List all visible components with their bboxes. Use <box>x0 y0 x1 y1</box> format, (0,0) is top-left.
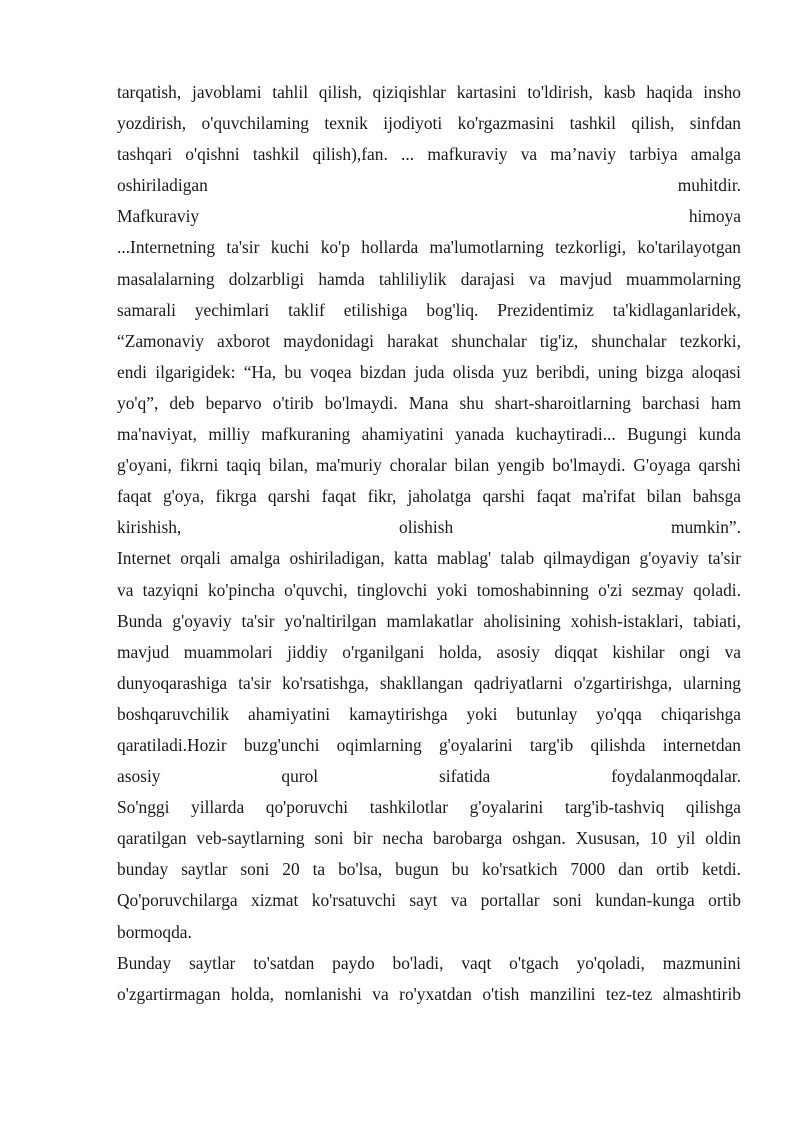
text-line: faqat g'oya, fikrga qarshi faqat fikr, jaholatga qarshi faqat ma'rifat bilan bahsga <box>117 486 741 507</box>
text-line: kirishish, olishish mumkin”. <box>117 517 741 538</box>
text-line: endi ilgarigidek: “Ha, bu voqea bizdan juda olisda yuz beribdi, uning bizga aloqasi <box>117 361 741 382</box>
text-line: bormoqda. <box>117 921 192 942</box>
text-line: g'oyani, fikrni taqiq bilan, ma'muriy choralar bilan yengib bo'lmaydi. G'oyaga qarshi <box>117 455 741 476</box>
section-heading-line: Mafkuraviy himoya <box>117 206 741 227</box>
text-line: ma'naviyat, milliy mafkuraning ahamiyatini yanada kuchaytiradi... Bugungi kunda <box>117 424 741 445</box>
text-line: va tazyiqni ko'pincha o'quvchi, tinglovchi yoki tomoshabinning o'zi sezmay qoladi. <box>117 579 741 600</box>
document-page <box>117 77 741 1010</box>
text-line: o'zgartirmagan holda, nomlanishi va ro'yxatdan o'tish manzilini tez-tez almashtirib <box>117 983 741 1004</box>
text-line: qaratilgan veb-saytlarning soni bir necha barobarga oshgan. Xususan, 10 yil oldin <box>117 828 741 849</box>
text-line: Qo'poruvchilarga xizmat ko'rsatuvchi sayt va portallar soni kundan-kunga ortib <box>117 890 741 911</box>
text-line: tashqari o'qishni tashkil qilish),fan. ... mafkuraviy va ma’naviy tarbiya amalga <box>117 144 741 165</box>
text-line: Bunda g'oyaviy ta'sir yo'naltirilgan mamlakatlar aholisining xohish-istaklari, tabiati, <box>117 610 741 631</box>
text-line: Bunday saytlar to'satdan paydo bo'ladi, vaqt o'tgach yo'qoladi, mazmunini <box>117 952 741 973</box>
text-line: “Zamonaviy axborot maydonidagi harakat shunchalar tig'iz, shunchalar tezkorki, <box>117 330 741 351</box>
text-line: bunday saytlar soni 20 ta bo'lsa, bugun bu ko'rsatkich 7000 dan ortib ketdi. <box>117 859 741 880</box>
text-line: qaratiladi.Hozir buzg'unchi oqimlarning g'oyalarini targ'ib qilishda internetdan <box>117 734 741 755</box>
text-line: boshqaruvchilik ahamiyatini kamaytirishga yoki butunlay yo'qqa chiqarishga <box>117 703 741 724</box>
text-line: oshiriladigan muhitdir. <box>117 175 741 196</box>
text-line: masalalarning dolzarbligi hamda tahliliylik darajasi va mavjud muammolarning <box>117 268 741 289</box>
text-line: ...Internetning ta'sir kuchi ko'p hollarda ma'lumotlarning tezkorligi, ko'tarilayotgan <box>117 237 741 258</box>
text-line: So'nggi yillarda qo'poruvchi tashkilotlar g'oyalarini targ'ib-tashviq qilishga <box>117 797 741 818</box>
text-line: yo'q”, deb beparvo o'tirib bo'lmaydi. Mana shu shart-sharoitlarning barchasi ham <box>117 392 741 413</box>
text-line: mavjud muammolari jiddiy o'rganilgani holda, asosiy diqqat kishilar ongi va <box>117 641 741 662</box>
text-line: dunyoqarashiga ta'sir ko'rsatishga, shakllangan qadriyatlarni o'zgartirishga, ularning <box>117 672 741 693</box>
text-line: yozdirish, o'quvchilaming texnik ijodiyoti ko'rgazmasini tashkil qilish, sinfdan <box>117 113 741 134</box>
text-line: tarqatish, javoblami tahlil qilish, qiziqishlar kartasini to'ldirish, kasb haqida insho <box>117 82 741 102</box>
text-line: asosiy qurol sifatida foydalanmoqdalar. <box>117 766 741 787</box>
text-line: Internet orqali amalga oshiriladigan, katta mablag' talab qilmaydigan g'oyaviy ta'sir <box>117 548 741 569</box>
text-line: samarali yechimlari taklif etilishiga bog'liq. Prezidentimiz ta'kidlaganlaridek, <box>117 299 741 320</box>
